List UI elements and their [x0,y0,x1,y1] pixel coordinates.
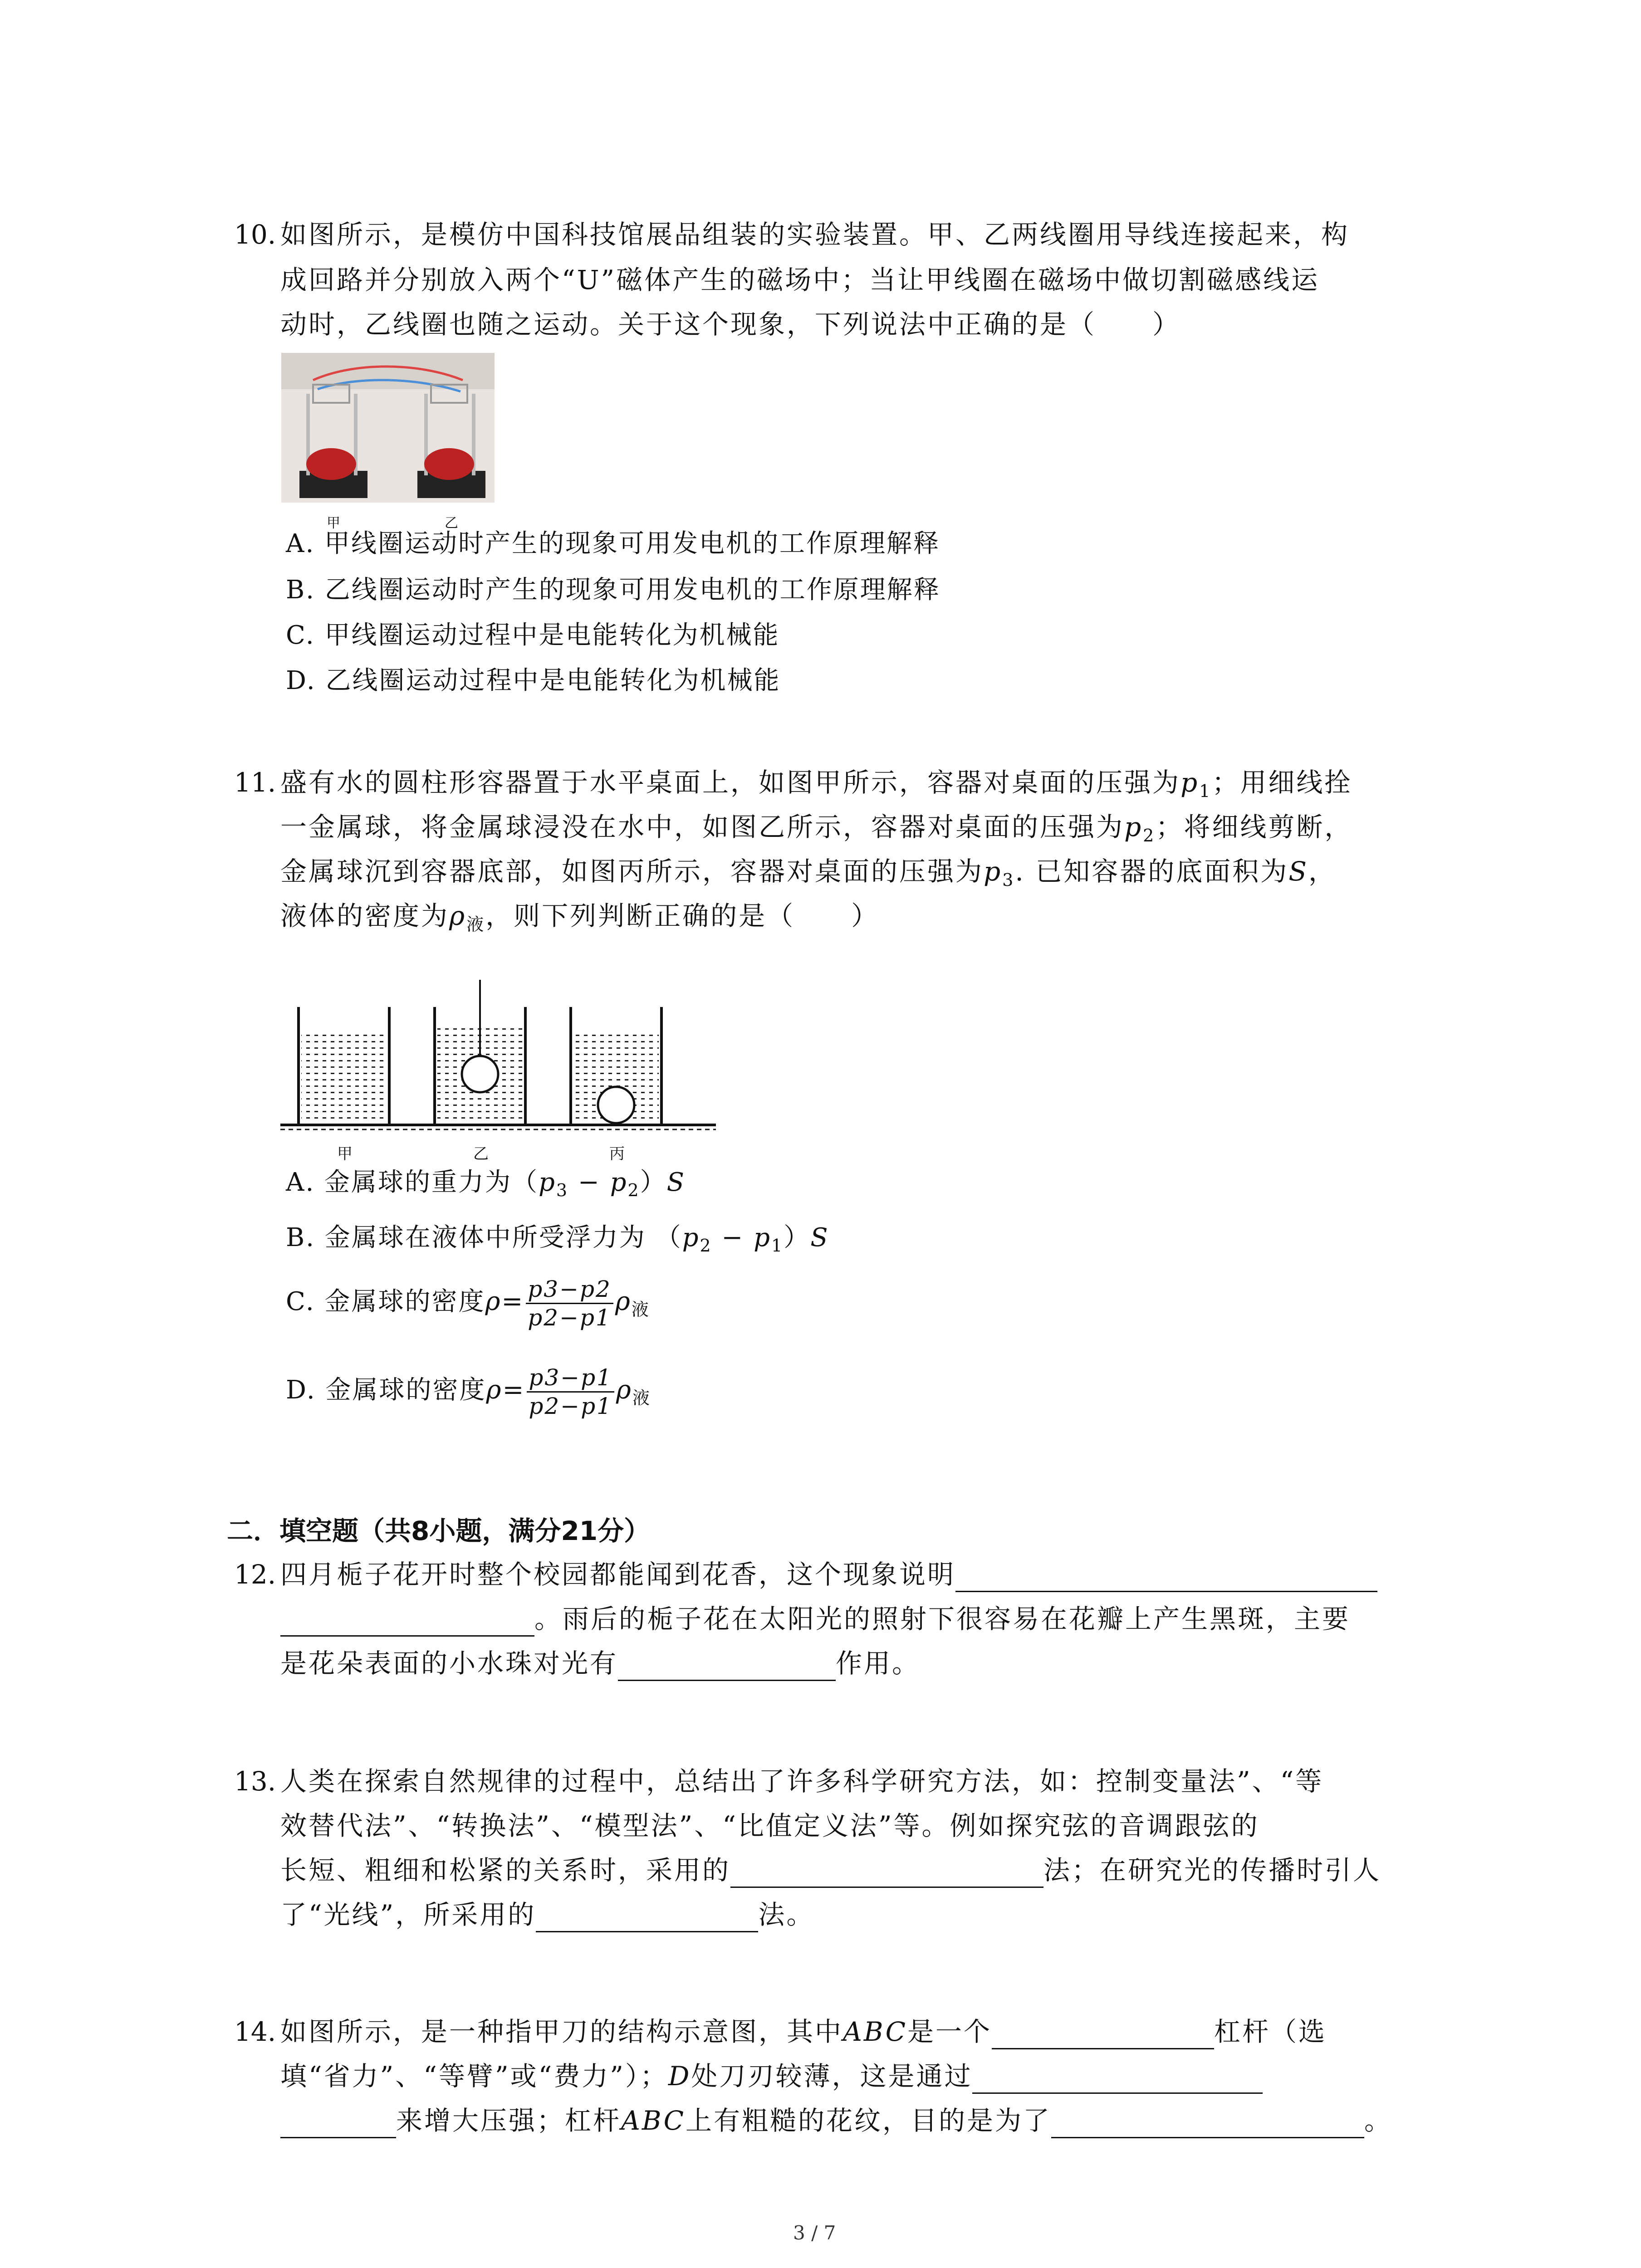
answer-blank[interactable] [1051,2110,1364,2138]
text: 作用。 [836,1648,921,1679]
figure-label-yi: 乙 [473,1145,489,1163]
question-number: 12. [234,1559,276,1590]
var-s: S [810,1223,829,1252]
option-c: C. 甲线圈运动过程中是电能转化为机械能 [286,621,780,650]
text: 长短、粗细和松紧的关系时，采用的 [280,1855,731,1886]
container-diagram [280,975,716,1166]
text: 来增大压强；杠杆 [396,2105,622,2136]
option-a: A. 甲线圈运动时产生的现象可用发电机的工作原理解释 [286,529,941,558]
answer-blank[interactable] [730,1859,1043,1888]
text: 了“光线”，所采用的 [280,1899,536,1930]
text: 。雨后的栀子花在太阳光的照射下很容易在花瓣上产生黑斑，主要 [534,1603,1351,1634]
text: B. 金属球在液体中所受浮力为 （ [286,1223,682,1252]
subscript: 3 [556,1180,569,1200]
option-d [286,1361,651,1427]
fraction [527,1364,614,1420]
question-text-line [280,2103,1392,2138]
coil-apparatus-illustration [281,353,495,534]
text: 如图所示，是一种指甲刀的结构示意图，其中 [280,2016,843,2047]
subscript: 2 [1143,826,1156,846]
subscript: 1 [771,1236,784,1256]
answer-blank[interactable] [955,1564,1377,1592]
subscript: 1 [1199,781,1212,801]
question-text-line [280,1897,814,1932]
text: 液体的密度为 [280,900,450,931]
var-abc: ABC [621,2105,686,2136]
question-number: 14. [234,2016,276,2047]
minus: − [712,1223,754,1252]
minus: − [568,1168,610,1197]
rho-equals: ρ= [485,1287,524,1316]
figure-label-bing: 丙 [609,1145,625,1163]
text: 一金属球，将金属球浸没在水中，如图乙所示，容器对桌面的压强为 [280,811,1125,842]
question-text-line [280,1557,1377,1592]
option-a [286,1165,686,1208]
var-rho: ρ [616,1375,632,1405]
text: 四月栀子花开时整个校园都能闻到花香，这个现象说明 [280,1559,956,1590]
figure-label-jia: 甲 [337,1145,353,1163]
question-text-line: 动时，乙线圈也随之运动。关于这个现象，下列说法中正确的是（ ） [280,309,1181,340]
text: ，则下列判断正确的是（ ） [485,900,880,931]
container-figures [280,975,716,1166]
answer-blank[interactable] [280,2110,396,2138]
var-rho: ρ [615,1287,632,1316]
option-b [286,1220,829,1263]
var-s: S [666,1168,686,1197]
text: 。 [1364,2105,1393,2136]
text: ） [640,1168,667,1197]
page-number: 3 / 7 [793,2222,836,2244]
text: ） [784,1223,811,1252]
denominator: p2−p1 [528,1305,612,1331]
text: 盛有水的圆柱形容器置于水平桌面上，如图甲所示，容器对桌面的压强为 [280,767,1181,798]
var-abc: ABC [843,2016,907,2047]
var-p: p [984,856,1003,887]
rho-equals: ρ= [486,1375,525,1405]
question-number: 10. [234,219,276,250]
var-p: p [754,1223,771,1252]
question-text-line [280,854,1337,898]
subscript: 2 [627,1180,640,1200]
text: ；将细线剪断， [1156,811,1353,842]
option-d: D. 乙线圈运动过程中是电能转化为机械能 [286,666,781,695]
answer-blank[interactable] [992,2021,1214,2049]
subscript: 液 [466,914,486,934]
text: 法。 [758,1899,815,1930]
text: 是花朵表面的小水珠对光有 [280,1648,618,1679]
figure-label-jia: 甲 [327,515,340,531]
text: 杠杆（选 [1214,2016,1327,2047]
option-c [286,1272,650,1339]
numerator: p3−p2 [526,1276,613,1304]
var-p: p [610,1168,628,1197]
text: ， [1308,856,1337,887]
answer-blank[interactable] [618,1652,836,1681]
var-p: p [539,1168,556,1197]
text: C. 金属球的密度 [286,1287,485,1316]
var-p: p [1181,767,1200,798]
question-text-line [280,1601,1350,1637]
var-p: p [1124,811,1143,842]
question-text-line [280,898,879,942]
subscript: 液 [632,1388,651,1408]
text: A. 金属球的重力为（ [286,1168,539,1197]
numerator: p3−p1 [527,1364,614,1393]
question-number: 13. [234,1766,276,1797]
var-s: S [1288,856,1308,887]
question-number: 11. [234,767,276,798]
answer-blank[interactable] [972,2065,1263,2094]
question-text-line [280,765,1352,809]
question-text-line: 成回路并分别放入两个“U”磁体产生的磁场中；当让甲线圈在磁场中做切割磁感线运 [280,264,1320,295]
text: 上有粗糙的花纹，目的是为了 [685,2105,1051,2136]
subscript: 液 [631,1300,650,1320]
fraction [526,1276,613,1331]
subscript: 2 [700,1236,712,1256]
figure-label-yi: 乙 [445,515,458,531]
text: 是一个 [907,2016,992,2047]
text: ；用细线拴 [1212,767,1353,798]
question-text-line [280,2058,1263,2094]
text: 处刀刃较薄，这是通过 [691,2061,973,2092]
text: . 已知容器的底面积为 [1015,856,1289,887]
var-d: D [668,2061,691,2092]
coil-apparatus-photo [281,353,495,534]
answer-blank[interactable] [536,1904,758,1932]
section-heading: 二．填空题（共8小题，满分21分） [227,1515,651,1546]
question-text-line: 人类在探索自然规律的过程中，总结出了许多科学研究方法，如：控制变量法”、“等 [280,1766,1324,1797]
subscript: 3 [1002,870,1015,890]
text: 法；在研究光的传播时引人 [1043,1855,1381,1886]
answer-blank[interactable] [280,1608,534,1637]
text: D. 金属球的密度 [286,1375,486,1405]
option-b: B. 乙线圈运动时产生的现象可用发电机的工作原理解释 [286,575,941,605]
question-text-line [280,1646,920,1681]
var-p: p [682,1223,700,1252]
question-text-line [280,1853,1381,1888]
question-text-line [280,809,1352,853]
question-text-line [280,2014,1327,2049]
var-rho: ρ [449,900,467,931]
denominator: p2−p1 [529,1393,612,1419]
text: 金属球沉到容器底部，如图丙所示，容器对桌面的压强为 [280,856,984,887]
question-text-line: 如图所示，是模仿中国科技馆展品组装的实验装置。甲、乙两线圈用导线连接起来，构 [280,219,1350,250]
text: 填“省力”、“等臂”或“费力”）； [280,2061,668,2092]
question-text-line: 效替代法”、“转换法”、“模型法”、“比值定义法”等。例如探究弦的音调跟弦的 [280,1810,1259,1841]
